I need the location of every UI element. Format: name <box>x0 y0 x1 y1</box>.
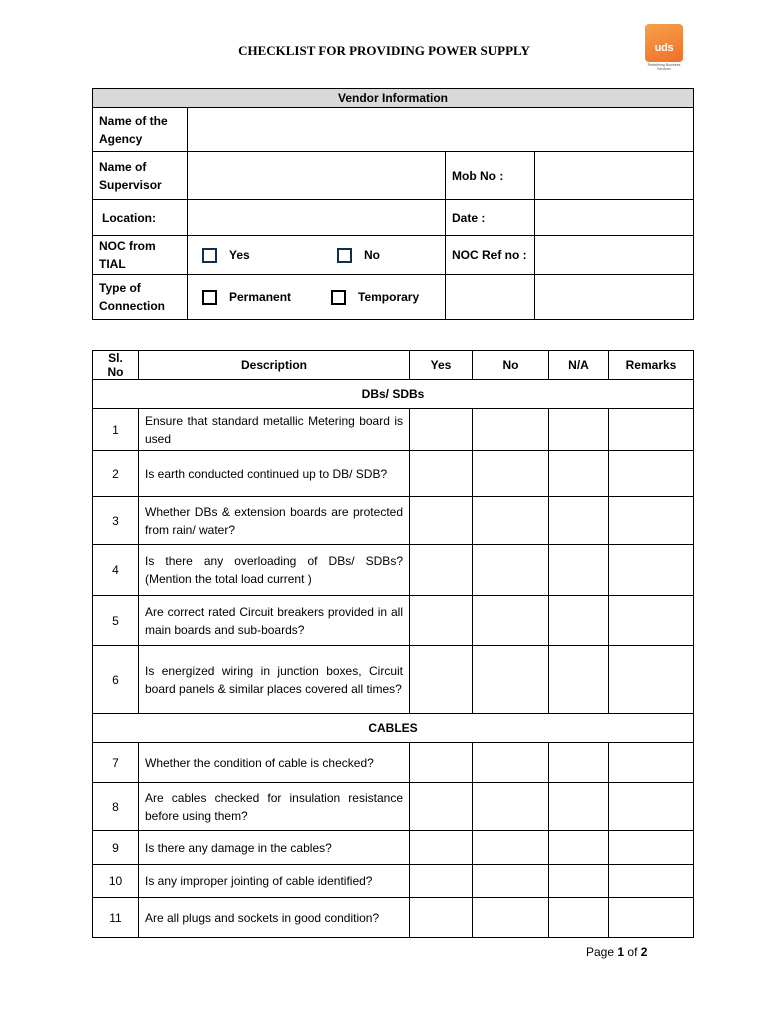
company-logo <box>644 24 684 72</box>
yes-cell[interactable] <box>410 409 473 451</box>
col-description: Description <box>139 351 410 380</box>
remarks-cell[interactable] <box>609 596 694 646</box>
row-number: 5 <box>93 596 139 646</box>
remarks-cell[interactable] <box>609 497 694 545</box>
remarks-cell[interactable] <box>609 409 694 451</box>
of-word: of <box>627 945 638 959</box>
no-cell[interactable] <box>473 451 549 497</box>
row-description: Is there any overloading of DBs/ SDBs? (Mention the total load current ) <box>139 545 410 596</box>
noc-yes-checkbox[interactable] <box>202 248 217 263</box>
no-cell[interactable] <box>473 646 549 714</box>
remarks-cell[interactable] <box>609 783 694 831</box>
table-row <box>93 545 694 596</box>
noc-no-label: No <box>364 248 380 263</box>
na-cell[interactable] <box>549 451 609 497</box>
na-cell[interactable] <box>549 743 609 783</box>
no-cell[interactable] <box>473 783 549 831</box>
yes-cell[interactable] <box>410 545 473 596</box>
row-number: 8 <box>93 783 139 831</box>
row-number: 6 <box>93 646 139 714</box>
yes-cell[interactable] <box>410 646 473 714</box>
na-cell[interactable] <box>549 898 609 938</box>
section-header: CABLES <box>93 714 694 743</box>
table-row <box>93 497 694 545</box>
col-sl-no: Sl. No <box>93 351 139 380</box>
col-na: N/A <box>549 351 609 380</box>
table-row <box>93 409 694 451</box>
row-number: 11 <box>93 898 139 938</box>
row-description: Are cables checked for insulation resistance before using them? <box>139 783 410 831</box>
page-total: 2 <box>640 945 648 959</box>
page-current: 1 <box>617 945 625 959</box>
yes-cell[interactable] <box>410 497 473 545</box>
no-cell[interactable] <box>473 743 549 783</box>
row-number: 2 <box>93 451 139 497</box>
na-cell[interactable] <box>549 646 609 714</box>
checklist-table <box>92 350 694 938</box>
logo-mark: uds <box>645 24 683 62</box>
no-cell[interactable] <box>473 497 549 545</box>
date-label: Date : <box>446 200 535 236</box>
supervisor-label: Name of Supervisor <box>93 152 188 200</box>
vendor-info-table <box>92 88 694 320</box>
connection-extra-field[interactable] <box>446 275 535 320</box>
page-word: Page <box>586 945 615 959</box>
noc-yes-label: Yes <box>229 248 250 263</box>
row-number: 9 <box>93 831 139 865</box>
table-row <box>93 898 694 938</box>
na-cell[interactable] <box>549 497 609 545</box>
na-cell[interactable] <box>549 831 609 865</box>
agency-field[interactable] <box>188 108 694 152</box>
row-description: Is any improper jointing of cable identified? <box>139 865 410 898</box>
permanent-checkbox[interactable] <box>202 290 217 305</box>
yes-cell[interactable] <box>410 783 473 831</box>
row-number: 3 <box>93 497 139 545</box>
noc-label: NOC from TIAL <box>93 236 188 275</box>
row-description: Whether DBs & extension boards are protected from rain/ water? <box>139 497 410 545</box>
table-row <box>93 831 694 865</box>
row-description: Ensure that standard metallic Metering board is used <box>139 409 410 451</box>
col-no: No <box>473 351 549 380</box>
remarks-cell[interactable] <box>609 646 694 714</box>
document-title: CHECKLIST FOR PROVIDING POWER SUPPLY <box>238 43 530 58</box>
yes-cell[interactable] <box>410 831 473 865</box>
section-header: DBs/ SDBs <box>93 380 694 409</box>
no-cell[interactable] <box>473 898 549 938</box>
na-cell[interactable] <box>549 545 609 596</box>
na-cell[interactable] <box>549 596 609 646</box>
no-cell[interactable] <box>473 409 549 451</box>
temporary-label: Temporary <box>358 290 420 305</box>
row-description: Is there any damage in the cables? <box>139 831 410 865</box>
table-row <box>93 743 694 783</box>
page-number <box>586 945 647 959</box>
table-row <box>93 451 694 497</box>
row-description: Is earth conducted continued up to DB/ SDB? <box>139 451 410 497</box>
row-description: Is energized wiring in junction boxes, Circuit board panels & similar places covered all times? <box>139 646 410 714</box>
row-description: Are correct rated Circuit breakers provided in all main boards and sub-boards? <box>139 596 410 646</box>
no-cell[interactable] <box>473 831 549 865</box>
col-remarks: Remarks <box>609 351 694 380</box>
mob-field[interactable] <box>535 152 694 200</box>
na-cell[interactable] <box>549 865 609 898</box>
noc-ref-field[interactable] <box>535 236 694 275</box>
row-number: 10 <box>93 865 139 898</box>
row-description: Are all plugs and sockets in good condition? <box>139 898 410 938</box>
na-cell[interactable] <box>549 783 609 831</box>
remarks-cell[interactable] <box>609 865 694 898</box>
row-number: 7 <box>93 743 139 783</box>
remarks-cell[interactable] <box>609 831 694 865</box>
connection-type-options <box>188 275 446 320</box>
remarks-cell[interactable] <box>609 898 694 938</box>
connection-type-label: Type of Connection <box>93 275 188 320</box>
no-cell[interactable] <box>473 596 549 646</box>
location-field[interactable] <box>188 200 446 236</box>
connection-extra-field-2[interactable] <box>535 275 694 320</box>
noc-no-checkbox[interactable] <box>337 248 352 263</box>
table-row <box>93 783 694 831</box>
yes-cell[interactable] <box>410 596 473 646</box>
noc-ref-label: NOC Ref no : <box>446 236 535 275</box>
vendor-info-header: Vendor Information <box>93 89 694 108</box>
supervisor-field[interactable] <box>188 152 446 200</box>
location-label: Location: <box>93 200 188 236</box>
noc-options <box>188 236 446 275</box>
na-cell[interactable] <box>549 409 609 451</box>
col-yes: Yes <box>410 351 473 380</box>
remarks-cell[interactable] <box>609 451 694 497</box>
agency-label: Name of the Agency <box>93 108 188 152</box>
yes-cell[interactable] <box>410 743 473 783</box>
logo-tagline: Redefining Business Services <box>647 63 681 71</box>
yes-cell[interactable] <box>410 865 473 898</box>
remarks-cell[interactable] <box>609 743 694 783</box>
mob-label: Mob No : <box>446 152 535 200</box>
permanent-label: Permanent <box>229 290 292 305</box>
yes-cell[interactable] <box>410 898 473 938</box>
yes-cell[interactable] <box>410 451 473 497</box>
no-cell[interactable] <box>473 865 549 898</box>
row-number: 1 <box>93 409 139 451</box>
table-row <box>93 646 694 714</box>
temporary-checkbox[interactable] <box>331 290 346 305</box>
no-cell[interactable] <box>473 545 549 596</box>
table-row <box>93 865 694 898</box>
row-number: 4 <box>93 545 139 596</box>
date-field[interactable] <box>535 200 694 236</box>
row-description: Whether the condition of cable is checked? <box>139 743 410 783</box>
remarks-cell[interactable] <box>609 545 694 596</box>
table-row <box>93 596 694 646</box>
